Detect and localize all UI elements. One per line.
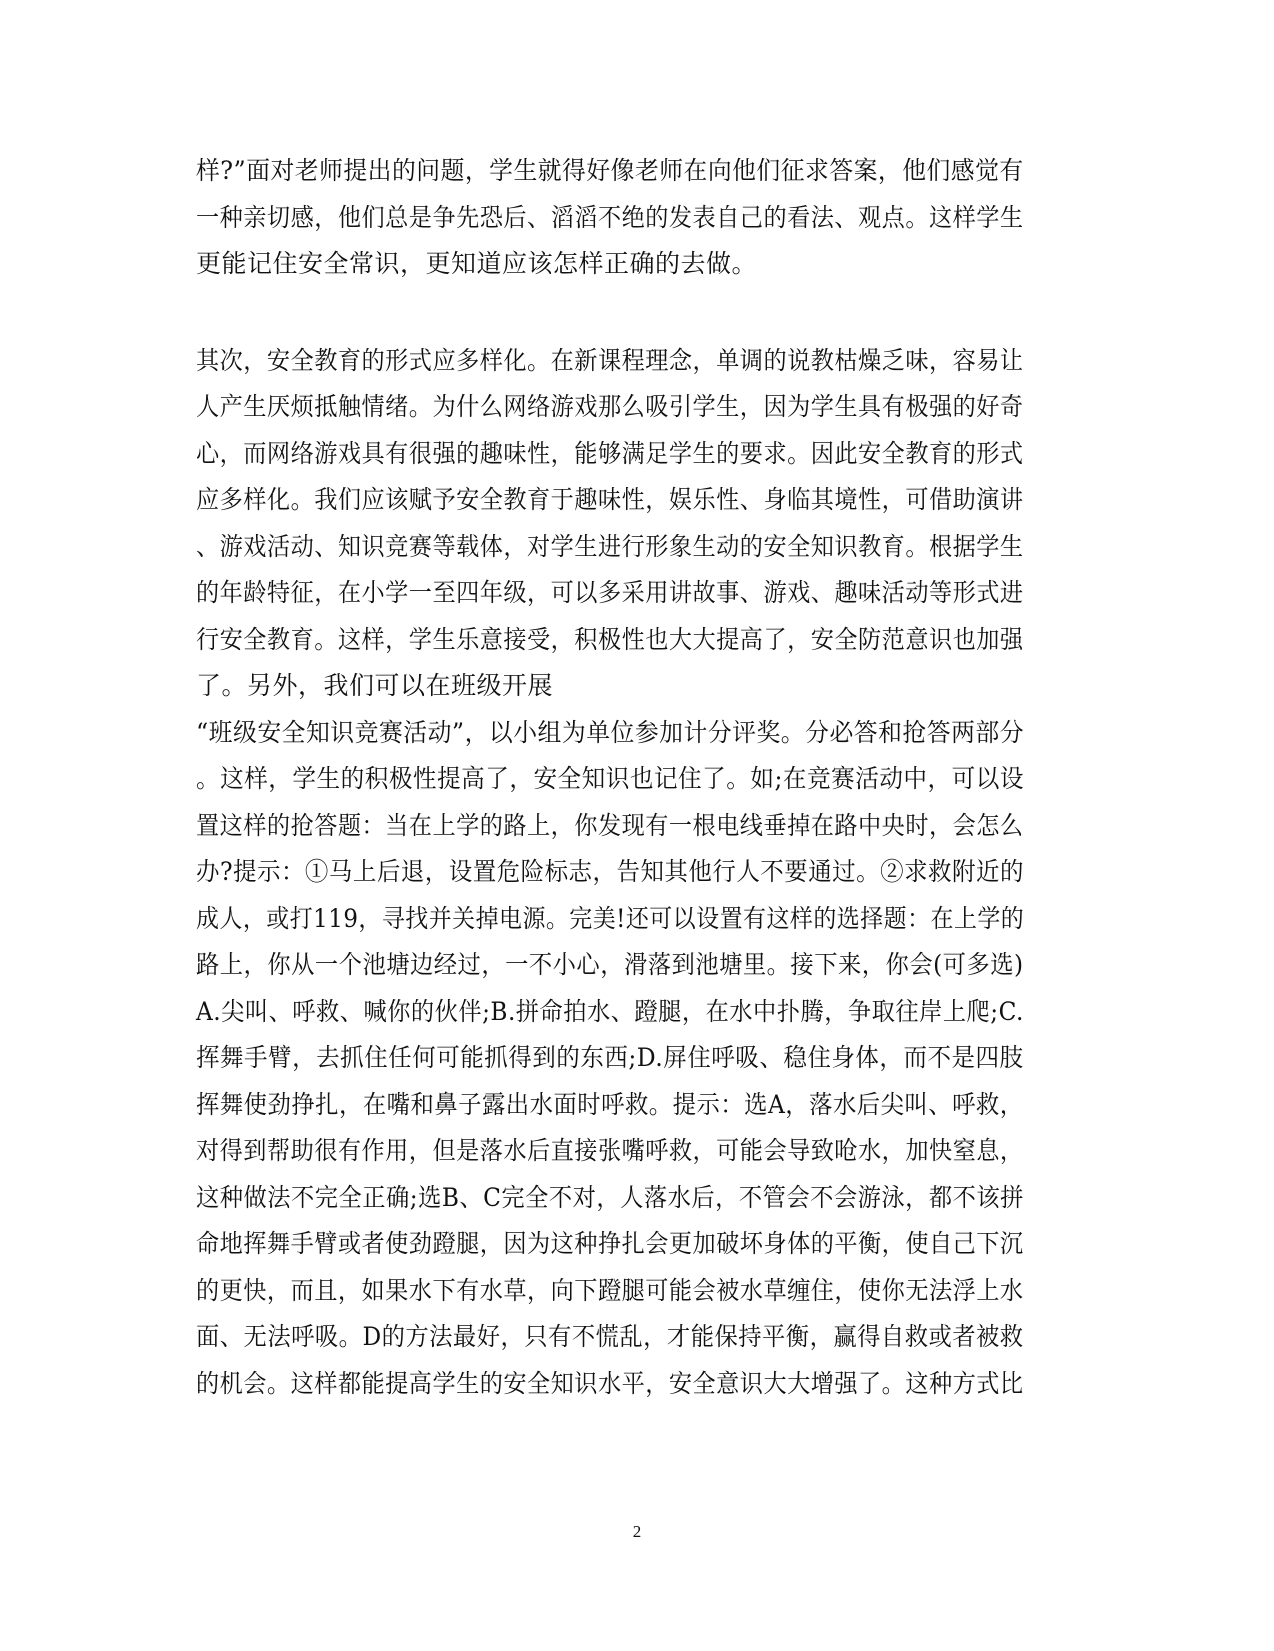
text-line: 命地挥舞手臂或者使劲蹬腿，因为这种挣扎会更加破坏身体的平衡，使自己下沉 bbox=[196, 1229, 1024, 1258]
page-number: 2 bbox=[632, 1522, 642, 1541]
text-line: 人产生厌烦抵触情绪。为什么网络游戏那么吸引学生，因为学生具有极强的好奇 bbox=[196, 392, 1024, 421]
text-line: 一种亲切感，他们总是争先恐后、滔滔不绝的发表自己的看法、观点。这样学生 bbox=[196, 203, 1024, 232]
text-line: A.尖叫、呼救、喊你的伙伴;B.拼命拍水、蹬腿，在水中扑腾，争取往岸上爬;C. bbox=[196, 997, 1024, 1026]
text-line: 行安全教育。这样，学生乐意接受，积极性也大大提高了，安全防范意识也加强 bbox=[196, 625, 1024, 654]
text-line: 的机会。这样都能提高学生的安全知识水平，安全意识大大增强了。这种方式比 bbox=[196, 1369, 1024, 1398]
text-line: 对得到帮助很有作用，但是落水后直接张嘴呼救，可能会导致呛水，加快窒息， bbox=[196, 1136, 1024, 1165]
text-line: 应多样化。我们应该赋予安全教育于趣味性，娱乐性、身临其境性，可借助演讲 bbox=[196, 485, 1024, 514]
text-line: 这种做法不完全正确;选B、C完全不对，人落水后，不管会不会游泳，都不该拼 bbox=[196, 1183, 1024, 1212]
text-line: 其次，安全教育的形式应多样化。在新课程理念，单调的说教枯燥乏味，容易让 bbox=[196, 346, 1024, 375]
text-line: 、游戏活动、知识竞赛等载体，对学生进行形象生动的安全知识教育。根据学生 bbox=[196, 532, 1024, 561]
text-line: 了。另外，我们可以在班级开展 bbox=[196, 671, 554, 700]
text-line: 成人，或打119，寻找并关掉电源。完美!还可以设置有这样的选择题：在上学的 bbox=[196, 904, 1025, 933]
text-line: 的年龄特征，在小学一至四年级，可以多采用讲故事、游戏、趣味活动等形式进 bbox=[196, 578, 1024, 607]
text-line: 面、无法呼吸。D的方法最好，只有不慌乱，才能保持平衡，赢得自救或者被救 bbox=[196, 1322, 1024, 1351]
text-line: 挥舞使劲挣扎，在嘴和鼻子露出水面时呼救。提示：选A，落水后尖叫、呼救， bbox=[196, 1090, 1024, 1119]
text-line: 更能记住安全常识，更知道应该怎样正确的去做。 bbox=[196, 249, 758, 278]
text-line: 挥舞手臂，去抓住任何可能抓得到的东西;D.屏住呼吸、稳住身体，而不是四肢 bbox=[196, 1043, 1024, 1072]
text-line: 的更快，而且，如果水下有水草，向下蹬腿可能会被水草缠住，使你无法浮上水 bbox=[196, 1276, 1024, 1305]
text-line: “班级安全知识竞赛活动”，以小组为单位参加计分评奖。分必答和抢答两部分 bbox=[196, 718, 1025, 747]
text-line: 办?提示：①马上后退，设置危险标志，告知其他行人不要通过。②求救附近的 bbox=[196, 857, 1024, 886]
text-line: 样?”面对老师提出的问题，学生就得好像老师在向他们征求答案，他们感觉有 bbox=[196, 156, 1024, 185]
text-line: 路上，你从一个池塘边经过，一不小心，滑落到池塘里。接下来，你会(可多选) bbox=[196, 950, 1024, 979]
text-line: 心，而网络游戏具有很强的趣味性，能够满足学生的要求。因此安全教育的形式 bbox=[196, 439, 1024, 468]
text-line: 。这样，学生的积极性提高了，安全知识也记住了。如;在竞赛活动中，可以设 bbox=[196, 764, 1024, 793]
text-line: 置这样的抢答题：当在上学的路上，你发现有一根电线垂掉在路中央时，会怎么 bbox=[196, 811, 1024, 840]
